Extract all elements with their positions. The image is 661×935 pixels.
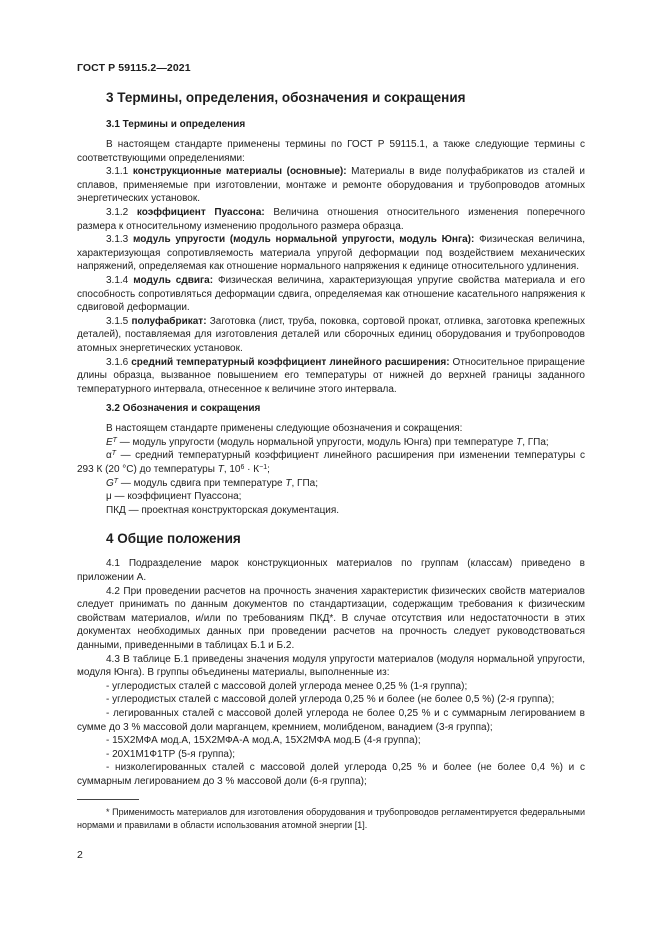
page-content	[77, 90, 585, 789]
section-3-heading: 3 Термины, определения, обозначения и сокращения	[106, 90, 466, 105]
term-3-1-6: 3.1.6 средний температурный коэффициент линейного расширения: Относительное приращение длины образца, вызванное повышением его температуры от нижней до верхней границы заданного температурного интервала, отнесенное к величине этого интервала.	[77, 356, 585, 395]
term-3-1-1: 3.1.1 конструкционные материалы (основные): Материалы в виде полуфабрикатов из сталей и сплавов, применяемые при изготовлении, монтаже и ремонте оборудования и трубопроводов атомных энергетических установок.	[77, 166, 585, 205]
symbol-poisson-ratio: μ — коэффициент Пуассона;	[106, 491, 242, 503]
terms-intro-paragraph: В настоящем стандарте применены термины по ГОСТ Р 59115.1, а также следующие термины с соответствующими определениями:	[77, 139, 585, 164]
term-3-1-5: 3.1.5 полуфабрикат: Заготовка (лист, труба, поковка, сортовой прокат, отливка, заготовка крепежных деталей), поставляемая для изготовления деталей или сборочных единиц оборудования и трубопроводов атомных энергетических установок.	[77, 315, 585, 354]
subsection-3-1-heading: 3.1 Термины и определения	[106, 119, 246, 130]
list-item: - углеродистых сталей с массовой долей углерода менее 0,25 % (1-я группа);	[106, 680, 468, 692]
list-item: - 20Х1М1Ф1ТР (5-я группа);	[106, 748, 236, 760]
subsection-3-2-heading: 3.2 Обозначения и сокращения	[106, 403, 261, 415]
section-4-heading: 4 Общие положения	[106, 531, 241, 547]
term-3-1-2: 3.1.2 коэффициент Пуассона: Величина отношения относительного изменения поперечного размера к относительному изменению продольного размера образца.	[77, 206, 586, 232]
footnote-separator	[77, 799, 139, 800]
list-item: - низколегированных сталей с массовой долей углерода 0,25 % и более (не более 0,4 %) и с суммарным легированием до 3 % массовой доли (6-я группа);	[77, 762, 585, 787]
clause-4-1: 4.1 Подразделение марок конструкционных материалов по группам (классам) приведено в приложении А.	[77, 558, 585, 584]
symbol-shear-modulus: $G^T$ — модуль сдвига при температуре T, ГПа;	[106, 477, 318, 489]
symbols-intro-paragraph: В настоящем стандарте применены следующие обозначения и сокращения:	[106, 423, 463, 435]
list-item: - легированных сталей с массовой долей углерода не более 0,25 % и с суммарным легированием в сумме до 3 % массовой доли марганцем, кремнием, молибденом, ванадием (3-я группа);	[77, 707, 585, 733]
symbol-expansion-coefficient: $\alpha^T$ — средний температурный коэффициент линейного расширения при изменении температуры с 293 К (20 °С) до температуры T, $10^6 \cdot К^{-1}$;	[77, 450, 585, 476]
symbol-elastic-modulus: $E^T$ — модуль упругости (модуль нормальной упругости, модуль Юнга) при температуре T, ГПа;	[106, 436, 549, 448]
abbreviation-pkd: ПКД — проектная конструкторская документация.	[106, 504, 340, 516]
clause-4-2: 4.2 При проведении расчетов на прочность значения характеристик физических свойств материалов следует принимать по данным документов по стандартизации, содержащим требования к физическим свойствам материалов, и/или по требованиям ПКД*. В случае отсутствия или недостаточности в этих документах необходимых данных при проведении расчетов на прочность следует руководствоваться данными, приведенными в таблицах Б.1 и Б.2.	[77, 585, 585, 651]
list-item: - углеродистых сталей с массовой долей углерода 0,25 % и более (не более 0,5 %) (2-я группа);	[106, 694, 555, 706]
clause-4-3: 4.3 В таблице Б.1 приведены значения модуля упругости материалов (модуля нормальной упругости, модуля Юнга). В группы объединены материалы, выполненные из:	[77, 653, 585, 679]
page-number: 2	[77, 849, 83, 861]
term-3-1-4: 3.1.4 модуль сдвига: Физическая величина, характеризующая упругие свойства материала и его способность сопротивляться деформации сдвига, определяемая как отношение касательного напряжения к сдвиговой деформации.	[77, 274, 586, 314]
document-code-header: ГОСТ Р 59115.2—2021	[77, 62, 191, 74]
list-item: - 15Х2МФА мод.А, 15Х2МФА-А мод.А, 15Х2МФА мод.Б (4-я группа);	[106, 735, 421, 747]
footnote: * Применимость материалов для изготовления оборудования и трубопроводов регламентируется федеральными нормами и правилами в области использования атомной энергии [1].	[77, 807, 585, 830]
term-3-1-3: 3.1.3 модуль упругости (модуль нормальной упругости, модуль Юнга): Физическая величина, характеризующая сопротивляемость материала упругой деформации под воздействием механических напряжений, определяемая как отношение нормального напряжения к единице относительного удлинения.	[77, 234, 585, 273]
